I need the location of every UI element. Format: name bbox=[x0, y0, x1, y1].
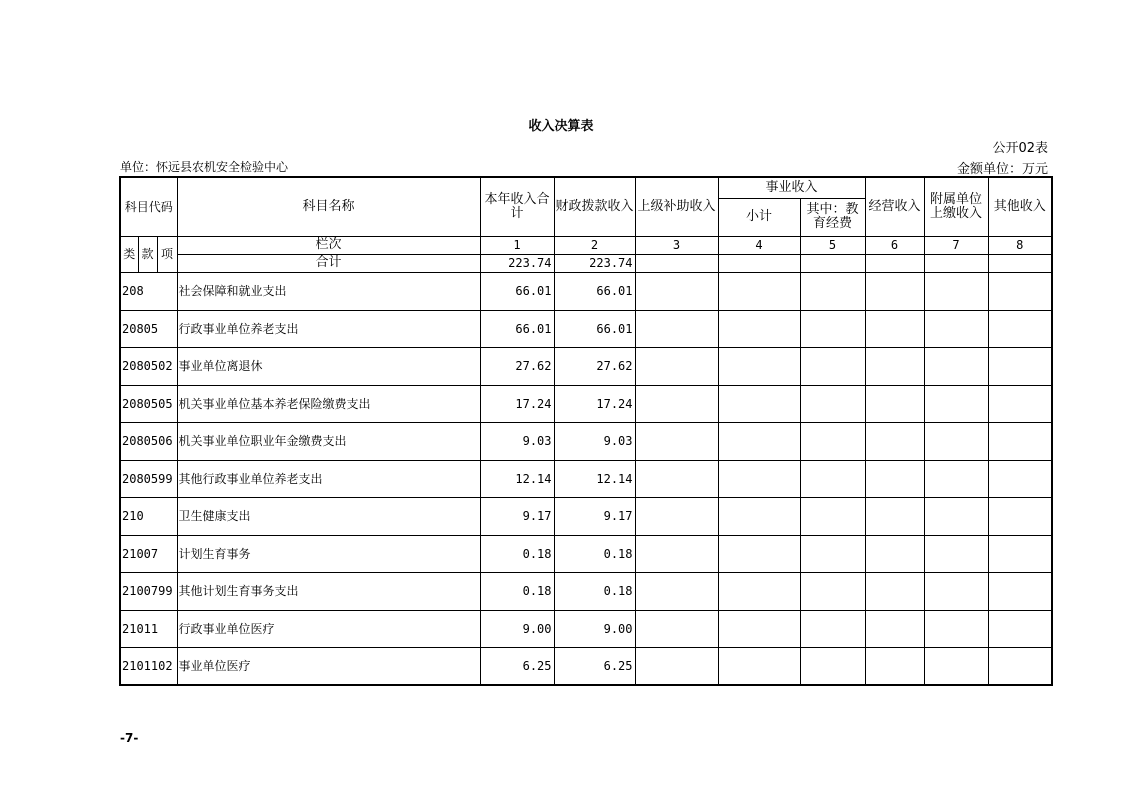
table-row bbox=[120, 610, 1052, 647]
empty-cell bbox=[635, 610, 718, 647]
column-number: 4 bbox=[718, 236, 800, 254]
empty-cell bbox=[924, 310, 988, 347]
subject-code: 2100799 bbox=[120, 572, 177, 610]
header-lei: 类 bbox=[120, 236, 138, 272]
amount-col1: 27.62 bbox=[480, 347, 554, 385]
header-superior-subsidy: 上级补助收入 bbox=[635, 177, 718, 236]
total-cell bbox=[800, 254, 865, 272]
empty-cell bbox=[865, 347, 924, 385]
amount-col2: 27.62 bbox=[554, 347, 635, 385]
empty-cell bbox=[988, 347, 1052, 385]
table-row bbox=[120, 497, 1052, 535]
empty-cell bbox=[865, 460, 924, 497]
amount-col1: 17.24 bbox=[480, 385, 554, 422]
empty-cell bbox=[924, 460, 988, 497]
header-business-income: 事业收入 bbox=[718, 177, 865, 198]
amount-col1: 9.03 bbox=[480, 422, 554, 460]
table-row bbox=[120, 535, 1052, 572]
empty-cell bbox=[718, 385, 800, 422]
header-subtotal: 小计 bbox=[718, 198, 800, 236]
empty-cell bbox=[800, 647, 865, 685]
empty-cell bbox=[924, 385, 988, 422]
empty-cell bbox=[718, 497, 800, 535]
subject-name: 其他行政事业单位养老支出 bbox=[177, 460, 480, 497]
table-row bbox=[120, 347, 1052, 385]
empty-cell bbox=[800, 385, 865, 422]
empty-cell bbox=[924, 272, 988, 310]
amount-col2: 17.24 bbox=[554, 385, 635, 422]
amount-col1: 0.18 bbox=[480, 535, 554, 572]
subject-code: 210 bbox=[120, 497, 177, 535]
amount-col1: 9.17 bbox=[480, 497, 554, 535]
amount-col2: 12.14 bbox=[554, 460, 635, 497]
empty-cell bbox=[924, 535, 988, 572]
subject-code: 2080599 bbox=[120, 460, 177, 497]
column-number: 8 bbox=[988, 236, 1052, 254]
subject-code: 20805 bbox=[120, 310, 177, 347]
empty-cell bbox=[635, 535, 718, 572]
form-number: 公开02表 bbox=[992, 141, 1048, 156]
empty-cell bbox=[865, 572, 924, 610]
table-row bbox=[120, 572, 1052, 610]
subject-name: 卫生健康支出 bbox=[177, 497, 480, 535]
amount-col2: 66.01 bbox=[554, 272, 635, 310]
subject-name: 计划生育事务 bbox=[177, 535, 480, 572]
header-other-income: 其他收入 bbox=[988, 177, 1052, 236]
amount-col2: 66.01 bbox=[554, 310, 635, 347]
empty-cell bbox=[718, 460, 800, 497]
empty-cell bbox=[718, 422, 800, 460]
empty-cell bbox=[635, 422, 718, 460]
header-subject-code: 科目代码 bbox=[120, 177, 177, 236]
empty-cell bbox=[800, 497, 865, 535]
empty-cell bbox=[988, 535, 1052, 572]
column-number: 3 bbox=[635, 236, 718, 254]
total-cell bbox=[865, 254, 924, 272]
empty-cell bbox=[988, 385, 1052, 422]
header-education-funds: 其中：教育经费 bbox=[800, 198, 865, 236]
amount-col1: 0.18 bbox=[480, 572, 554, 610]
empty-cell bbox=[988, 610, 1052, 647]
amount-col2: 9.17 bbox=[554, 497, 635, 535]
empty-cell bbox=[924, 347, 988, 385]
empty-cell bbox=[924, 610, 988, 647]
amount-col2: 0.18 bbox=[554, 535, 635, 572]
amount-col2: 9.00 bbox=[554, 610, 635, 647]
subject-code: 208 bbox=[120, 272, 177, 310]
header-affiliated-income: 附属单位上缴收入 bbox=[924, 177, 988, 236]
empty-cell bbox=[988, 310, 1052, 347]
empty-cell bbox=[800, 535, 865, 572]
subject-code: 21007 bbox=[120, 535, 177, 572]
amount-col2: 0.18 bbox=[554, 572, 635, 610]
subject-name: 事业单位离退休 bbox=[177, 347, 480, 385]
total-cell bbox=[718, 254, 800, 272]
empty-cell bbox=[718, 272, 800, 310]
empty-cell bbox=[988, 647, 1052, 685]
empty-cell bbox=[865, 385, 924, 422]
amount-unit: 金额单位：万元 bbox=[956, 162, 1048, 177]
column-number: 7 bbox=[924, 236, 988, 254]
empty-cell bbox=[865, 647, 924, 685]
column-number: 1 bbox=[480, 236, 554, 254]
empty-cell bbox=[718, 347, 800, 385]
empty-cell bbox=[988, 497, 1052, 535]
subject-name: 行政事业单位医疗 bbox=[177, 610, 480, 647]
column-number: 2 bbox=[554, 236, 635, 254]
empty-cell bbox=[800, 460, 865, 497]
empty-cell bbox=[800, 422, 865, 460]
empty-cell bbox=[718, 610, 800, 647]
empty-cell bbox=[988, 572, 1052, 610]
subject-name: 行政事业单位养老支出 bbox=[177, 310, 480, 347]
empty-cell bbox=[635, 497, 718, 535]
total-cell bbox=[635, 254, 718, 272]
header-column-index: 栏次 bbox=[177, 236, 480, 254]
page-number: -7- bbox=[120, 731, 139, 745]
column-number: 6 bbox=[865, 236, 924, 254]
empty-cell bbox=[800, 610, 865, 647]
empty-cell bbox=[635, 647, 718, 685]
empty-cell bbox=[924, 647, 988, 685]
empty-cell bbox=[635, 460, 718, 497]
subject-code: 2101102 bbox=[120, 647, 177, 685]
empty-cell bbox=[865, 272, 924, 310]
empty-cell bbox=[635, 572, 718, 610]
amount-col1: 6.25 bbox=[480, 647, 554, 685]
table-row bbox=[120, 272, 1052, 310]
subject-code: 2080506 bbox=[120, 422, 177, 460]
income-table bbox=[119, 176, 1053, 686]
empty-cell bbox=[988, 460, 1052, 497]
empty-cell bbox=[635, 347, 718, 385]
empty-cell bbox=[800, 572, 865, 610]
total-cell bbox=[988, 254, 1052, 272]
empty-cell bbox=[988, 422, 1052, 460]
amount-col1: 66.01 bbox=[480, 272, 554, 310]
amount-col2: 9.03 bbox=[554, 422, 635, 460]
total-col1: 223.74 bbox=[480, 254, 554, 272]
header-xiang: 项 bbox=[157, 236, 177, 272]
empty-cell bbox=[865, 422, 924, 460]
total-label: 合计 bbox=[177, 254, 480, 272]
subject-name: 其他计划生育事务支出 bbox=[177, 572, 480, 610]
total-cell bbox=[924, 254, 988, 272]
subject-code: 2080505 bbox=[120, 385, 177, 422]
empty-cell bbox=[865, 610, 924, 647]
subject-name: 机关事业单位职业年金缴费支出 bbox=[177, 422, 480, 460]
empty-cell bbox=[865, 310, 924, 347]
header-subject-name: 科目名称 bbox=[177, 177, 480, 236]
subject-name: 事业单位医疗 bbox=[177, 647, 480, 685]
empty-cell bbox=[635, 272, 718, 310]
empty-cell bbox=[924, 497, 988, 535]
header-kuan: 款 bbox=[138, 236, 157, 272]
subject-name: 社会保障和就业支出 bbox=[177, 272, 480, 310]
header-operating-income: 经营收入 bbox=[865, 177, 924, 236]
amount-col1: 66.01 bbox=[480, 310, 554, 347]
header-total-income: 本年收入合计 bbox=[480, 177, 554, 236]
empty-cell bbox=[718, 310, 800, 347]
subject-name: 机关事业单位基本养老保险缴费支出 bbox=[177, 385, 480, 422]
empty-cell bbox=[865, 497, 924, 535]
amount-col2: 6.25 bbox=[554, 647, 635, 685]
table-row bbox=[120, 422, 1052, 460]
empty-cell bbox=[865, 535, 924, 572]
empty-cell bbox=[635, 385, 718, 422]
table-row bbox=[120, 647, 1052, 685]
empty-cell bbox=[800, 310, 865, 347]
subject-code: 2080502 bbox=[120, 347, 177, 385]
empty-cell bbox=[924, 422, 988, 460]
table-row bbox=[120, 385, 1052, 422]
empty-cell bbox=[800, 347, 865, 385]
table-title: 收入决算表 bbox=[528, 119, 594, 134]
reporting-unit: 单位：怀远县农机安全检验中心 bbox=[120, 160, 289, 174]
empty-cell bbox=[718, 535, 800, 572]
header-fiscal-appropriation: 财政拨款收入 bbox=[554, 177, 635, 236]
empty-cell bbox=[924, 572, 988, 610]
empty-cell bbox=[718, 647, 800, 685]
empty-cell bbox=[800, 272, 865, 310]
total-col2: 223.74 bbox=[554, 254, 635, 272]
table-row bbox=[120, 460, 1052, 497]
empty-cell bbox=[718, 572, 800, 610]
table-row bbox=[120, 310, 1052, 347]
subject-code: 21011 bbox=[120, 610, 177, 647]
empty-cell bbox=[635, 310, 718, 347]
amount-col1: 12.14 bbox=[480, 460, 554, 497]
empty-cell bbox=[988, 272, 1052, 310]
column-number: 5 bbox=[800, 236, 865, 254]
amount-col1: 9.00 bbox=[480, 610, 554, 647]
